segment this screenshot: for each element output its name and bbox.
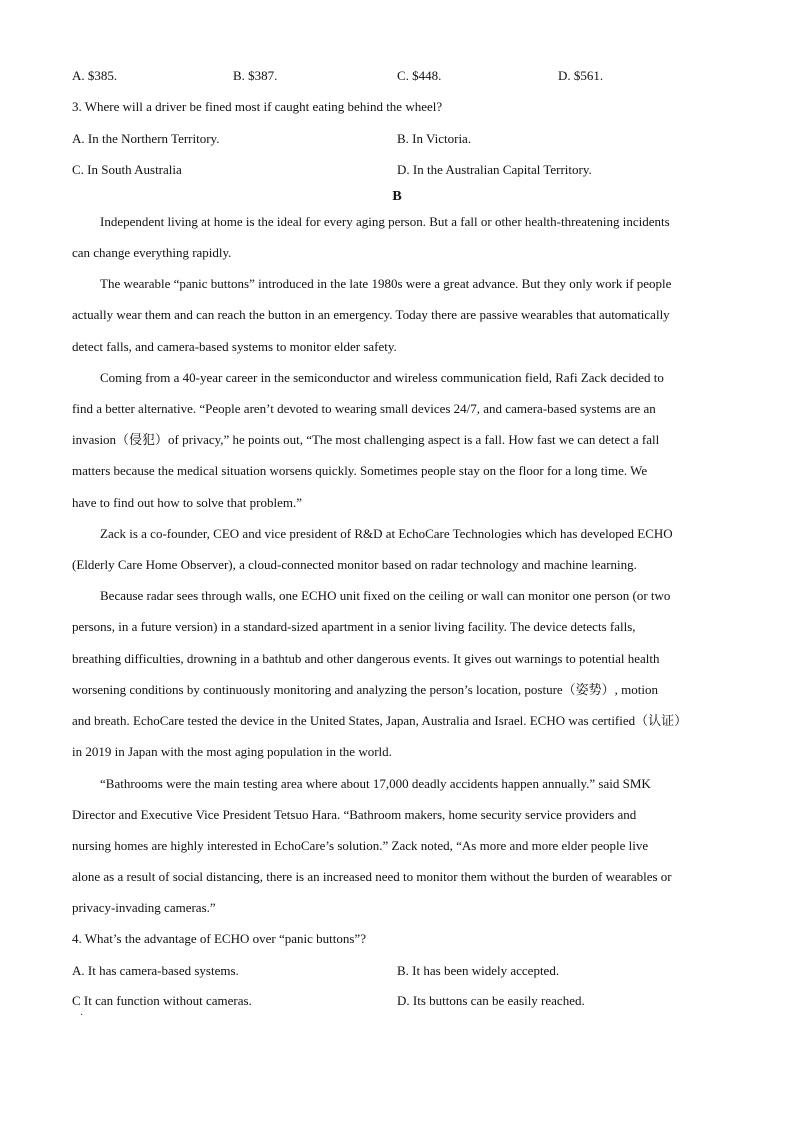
passage-line: “Bathrooms were the main testing area where about 17,000 deadly accidents happen annually.” said SMK [100, 776, 651, 791]
passage-line: Because radar sees through walls, one ECHO unit fixed on the ceiling or wall can monitor one person (or two [100, 588, 671, 603]
passage-line: (Elderly Care Home Observer), a cloud-connected monitor based on radar technology and machine learning. [72, 557, 637, 572]
q3-question: 3. Where will a driver be fined most if caught eating behind the wheel? [72, 99, 443, 114]
passage-line: Director and Executive Vice President Tetsuo Hara. “Bathroom makers, home security service providers and [72, 807, 637, 822]
passage-line: Zack is a co-founder, CEO and vice president of R&D at EchoCare Technologies which has developed ECHO [100, 526, 673, 541]
passage-line: worsening conditions by continuously monitoring and analyzing the person’s location, posture（姿势）, motion [72, 682, 659, 697]
passage-line: persons, in a future version) in a standard-sized apartment in a senior living facility. The device detects falls, [72, 619, 636, 634]
passage-line: in 2019 in Japan with the most aging population in the world. [72, 744, 392, 759]
q4-option-b: B. It has been widely accepted. [397, 963, 560, 978]
q2-option-d: D. $561. [558, 68, 604, 83]
passage-line: The wearable “panic buttons” introduced in the late 1980s were a great advance. But they only work if people [100, 276, 672, 291]
q3-option-b: B. In Victoria. [397, 131, 472, 146]
passage-line: can change everything rapidly. [72, 245, 232, 260]
q4-option-c: C It can function without cameras. [72, 993, 252, 1008]
q3-option-d: D. In the Australian Capital Territory. [397, 162, 592, 177]
q2-option-a: A. $385. [72, 68, 118, 83]
section-heading-b: B [392, 189, 402, 204]
q3-option-c: C. In South Australia [72, 162, 182, 177]
passage-line: nursing homes are highly interested in EchoCare’s solution.” Zack noted, “As more and more elder people live [72, 838, 649, 853]
passage-line: matters because the medical situation worsens quickly. Sometimes people stay on the floor for a long time. We [72, 463, 648, 478]
stray-mark: · [80, 1010, 84, 1021]
passage-line: detect falls, and camera-based systems to monitor elder safety. [72, 339, 397, 354]
passage-line: and breath. EchoCare tested the device in the United States, Japan, Australia and Israel. ECHO was certified（认证） [72, 713, 688, 728]
passage-line: privacy-invading cameras.” [72, 900, 216, 915]
passage-line: actually wear them and can reach the button in an emergency. Today there are passive wearables that automatically [72, 307, 670, 322]
q4-question: 4. What’s the advantage of ECHO over “panic buttons”? [72, 931, 366, 946]
passage-line: have to find out how to solve that problem.” [72, 495, 302, 510]
passage-line: breathing difficulties, drowning in a bathtub and other dangerous events. It gives out warnings to potential health [72, 651, 660, 666]
passage-line: alone as a result of social distancing, there is an increased need to monitor them without the burden of wearables or [72, 869, 672, 884]
q4-option-d: D. Its buttons can be easily reached. [397, 993, 585, 1008]
passage-line: Coming from a 40-year career in the semiconductor and wireless communication field, Rafi Zack decided to [100, 370, 664, 385]
passage-line: invasion（侵犯）of privacy,” he points out, “The most challenging aspect is a fall. How fast we can detect a fall [72, 432, 660, 447]
passage-line: find a better alternative. “People aren’t devoted to wearing small devices 24/7, and camera-based systems are an [72, 401, 656, 416]
q2-option-b: B. $387. [233, 68, 278, 83]
q3-option-a: A. In the Northern Territory. [72, 131, 220, 146]
q2-option-c: C. $448. [397, 68, 442, 83]
passage-line: Independent living at home is the ideal for every aging person. But a fall or other health-threatening incidents [100, 214, 670, 229]
q4-option-a: A. It has camera-based systems. [72, 963, 239, 978]
